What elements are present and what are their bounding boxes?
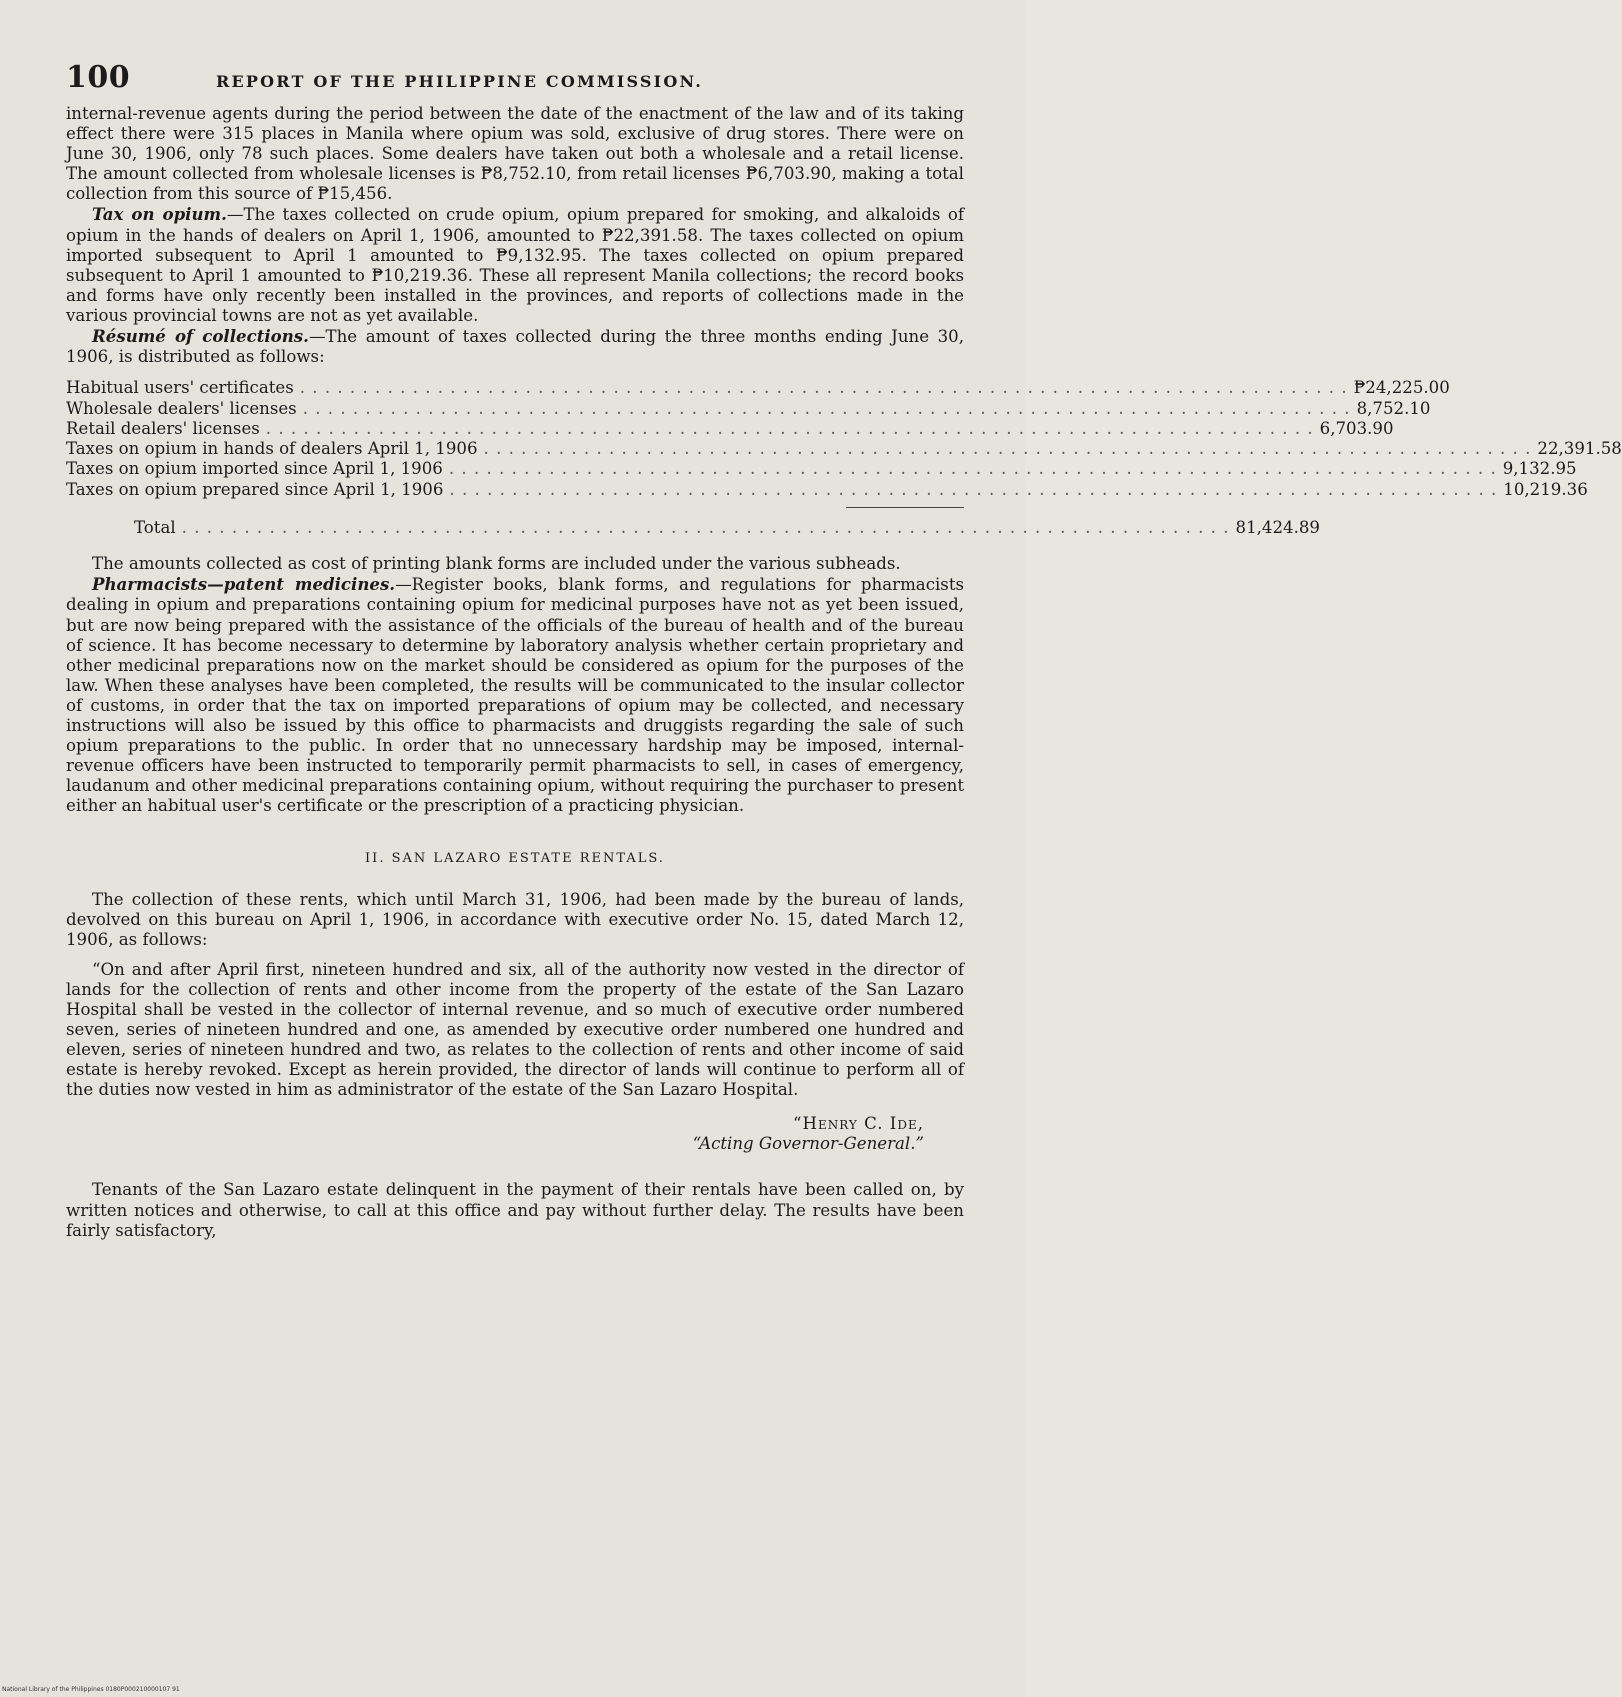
paragraph-opium-places: internal-revenue agents during the period between the date of the enactment of the law and of its taking effect there were 315 places in Manila where opium was sold, exclusive of drug stores. There were on June 30, 1906, only 78 such places. Some dealers have taken out both a wholesale and a retail license. The amount collected from wholesale licenses is ₱8,752.10, from retail licenses ₱6,703.90, making a total collection from this source of ₱15,456. (66, 104, 964, 204)
total-rule (846, 507, 964, 508)
page-number: 100 (66, 60, 131, 95)
total-value: 81,424.89 (1235, 518, 1320, 537)
row-value: 8,752.10 (1356, 398, 1431, 418)
leader-dots: . . . . . . . . . . . . . . . . . . . . . . . . . . . . . . . . . . . . . . . . . . . . . . . . . . . . . . . . . . . . . . . . . . . . . . . . . . . . . . . . . . . . (181, 518, 1230, 537)
row-label: Taxes on opium in hands of dealers April 1, 1906 (66, 439, 478, 459)
table-row (66, 398, 1431, 419)
row-value: 10,219.36 (1503, 479, 1588, 499)
row-value: 22,391.58 (1537, 439, 1622, 459)
paragraph-executive-order-quote: “On and after April first, nineteen hundred and six, all of the authority now vested in the director of lands for the collection of rents and other income from the property of the estate of the San Lazaro Hospital shall be vested in the collector of internal revenue, and so much of executive order numbered seven, series of nineteen hundred and one, as amended by executive order numbered one hundred and eleven, series of nineteen hundred and two, as relates to the collection of rents and other income of said estate is hereby revoked. Except as herein provided, the director of lands will continue to perform all of the duties now vested in him as administrator of the estate of the San Lazaro Hospital. (66, 959, 964, 1100)
row-label: Taxes on opium imported since April 1, 1906 (66, 459, 443, 479)
paragraph-tax-on-opium (66, 204, 964, 326)
paragraph-tenants: Tenants of the San Lazaro estate delinquent in the payment of their rentals have been called on, by written notices and otherwise, to call at this office and pay without further delay. The results have been fairly satisfactory, (66, 1180, 964, 1240)
archive-id: National Library of the Philippines 0180P000210000107 91 (2, 1686, 180, 1693)
paragraph-pharmacists (66, 574, 964, 816)
row-value: 9,132.95 (1502, 459, 1577, 479)
table-row (66, 378, 1450, 398)
text-tax-on-opium: —The taxes collected on crude opium, opium prepared for smoking, and alkaloids of opium in the hands of dealers on April 1, 1906, amounted to ₱22,391.58. The taxes collected on opium imported subsequent to April 1 amounted to ₱9,132.95. The taxes collected on opium prepared subsequent to April 1 amounted to ₱10,219.36. These all represent Manila collections; the record books and forms have only recently been installed in the provinces, and reports of collections made in the various provincial towns are not as yet available. (66, 205, 964, 325)
row-label: Wholesale dealers' licenses (66, 398, 297, 418)
row-label: Taxes on opium prepared since April 1, 1906 (66, 479, 444, 499)
table-row-total (66, 518, 1320, 538)
leader-dots: . . . . . . . . . . . . . . . . . . . . . . . . . . . . . . . . . . . . . . . . . . . . . . . . . . . . . . . . . . . . . . . . . . . . . . . . . . . . . . . . . . . . (299, 378, 1348, 398)
table-row (66, 459, 1577, 479)
lead-resume: Résumé of collections. (92, 326, 309, 347)
leader-dots: . . . . . . . . . . . . . . . . . . . . . . . . . . . . . . . . . . . . . . . . . . . . . . . . . . . . . . . . . . . . . . . . . . . . . . . . . . . . . . . . . . . . (302, 398, 1351, 418)
leader-dots: . . . . . . . . . . . . . . . . . . . . . . . . . . . . . . . . . . . . . . . . . . . . . . . . . . . . . . . . . . . . . . . . . . . . . . . . . . . . . . . . . . . . (265, 418, 1314, 438)
page-header (66, 60, 964, 104)
leader-dots: . . . . . . . . . . . . . . . . . . . . . . . . . . . . . . . . . . . . . . . . . . . . . . . . . . . . . . . . . . . . . . . . . . . . . . . . . . . . . . . . . . . . (483, 439, 1532, 459)
total-label: Total (134, 518, 176, 537)
leader-dots: . . . . . . . . . . . . . . . . . . . . . . . . . . . . . . . . . . . . . . . . . . . . . . . . . . . . . . . . . . . . . . . . . . . . . . . . . . . . . . . . . . . . (449, 479, 1498, 499)
leader-dots: . . . . . . . . . . . . . . . . . . . . . . . . . . . . . . . . . . . . . . . . . . . . . . . . . . . . . . . . . . . . . . . . . . . . . . . . . . . . . . . . . . . . (448, 459, 1497, 479)
row-value: ₱24,225.00 (1353, 378, 1450, 398)
row-label: Retail dealers' licenses (66, 418, 260, 438)
signature-name: “Henry C. Ide, (793, 1114, 924, 1134)
lead-tax-on-opium: Tax on opium. (92, 204, 227, 225)
lead-pharmacists: Pharmacists—patent medicines. (92, 574, 396, 595)
table-row (66, 418, 1394, 439)
signature-title: “Acting Governor-General.” (692, 1134, 924, 1154)
section-heading: II. SAN LAZARO ESTATE RENTALS. (365, 850, 665, 866)
table-row (66, 479, 1588, 500)
text-pharmacists: —Register books, blank forms, and regulations for pharmacists dealing in opium and preparations containing opium for medicinal purposes have not as yet been issued, but are now being prepared with the assistance of the officials of the bureau of health and of the bureau of science. It has become necessary to determine by laboratory analysis whether certain proprietary and other medicinal preparations now on the market should be considered as opium for the purposes of the law. When these analyses have been completed, the results will be communicated to the insular collector of customs, in order that the tax on imported preparations of opium may be collected, and necessary instructions will also be issued by this office to pharmacists and druggists regarding the sale of such opium preparations to the public. In order that no unnecessary hardship may be imposed, internal-revenue officers have been instructed to temporarily permit pharmacists to sell, in cases of emergency, laudanum and other medicinal preparations containing opium, without requiring the purchaser to present either an habitual user's certificate or the prescription of a practicing physician. (66, 575, 964, 816)
row-value: 6,703.90 (1319, 418, 1394, 438)
running-head: REPORT OF THE PHILIPPINE COMMISSION. (216, 72, 704, 91)
paragraph-printing-costs: The amounts collected as cost of printing blank forms are included under the various subheads. (92, 554, 901, 574)
paragraph-rent-collection: The collection of these rents, which until March 31, 1906, had been made by the bureau of lands, devolved on this bureau on April 1, 1906, in accordance with executive order No. 15, dated March 12, 1906, as follows: (66, 889, 964, 949)
collections-table (66, 378, 1622, 538)
signature-block (66, 1114, 964, 1154)
page-content (66, 60, 1622, 1241)
paragraph-resume (66, 326, 964, 367)
table-row (66, 439, 1622, 459)
row-label: Habitual users' certificates (66, 378, 294, 398)
text-resume: —The amount of taxes collected during the three months ending June 30, 1906, is distributed as follows: (66, 327, 965, 367)
